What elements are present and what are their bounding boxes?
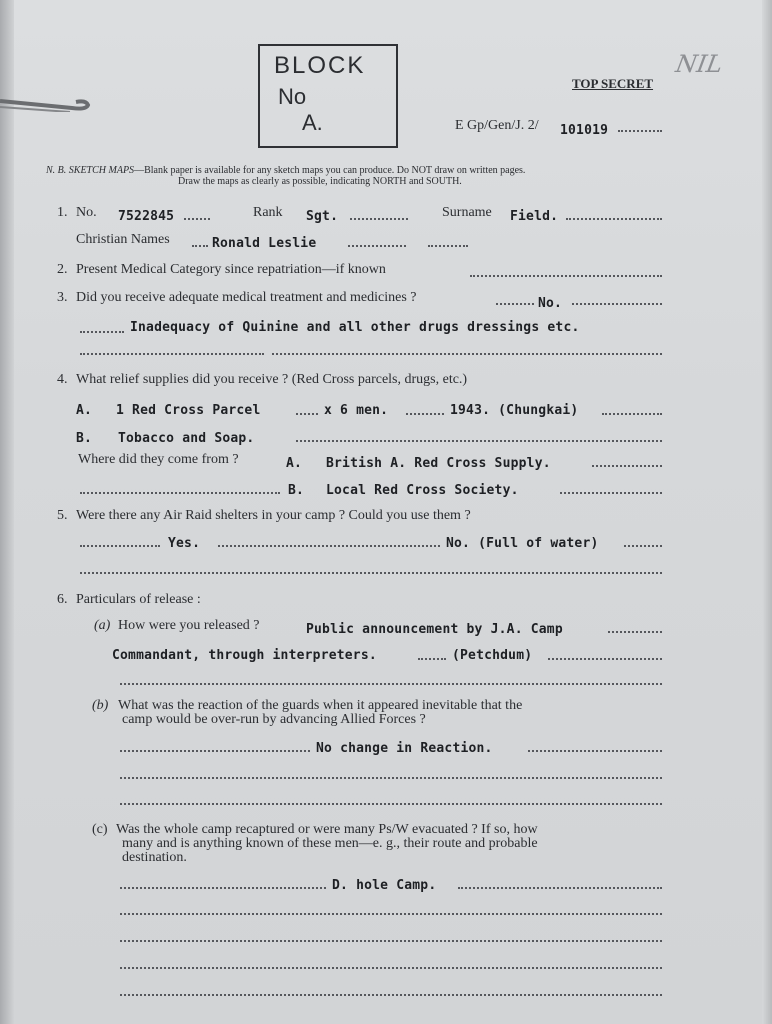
q6c-line-3: destination. [122,850,187,865]
dotted-line [566,218,662,220]
q5-number: 5. [57,508,68,523]
q4-w2-text: Local Red Cross Society. [326,483,519,498]
dotted-line [80,572,662,574]
q4-w1-lead: A. [286,456,303,471]
q3-number: 3. [57,290,68,305]
dotted-line [120,967,662,969]
note-line-1: —Blank paper is available for any sketch maps you can produce. Do NOT draw on written pages. [134,165,526,176]
q3-answer-1: No. [538,296,563,311]
dotted-line [120,683,662,685]
q4-a1-lead: A. [76,403,93,418]
q1-no-value: 7522845 [118,209,175,224]
dotted-line [218,545,440,547]
q6b-label: (b) [92,698,109,713]
q1-no-label: No. [76,205,97,220]
q4-a1-year: 1943. (Chungkai) [450,403,579,418]
dotted-line [120,803,662,805]
dotted-line [80,331,124,333]
dotted-line [572,303,662,305]
q6a-answer-1: Public announcement by J.A. Camp [306,622,563,637]
q6a-label: (a) [94,618,111,633]
block-letter: A. [302,110,323,135]
q4-a1-text: 1 Red Cross Parcel [116,403,261,418]
q2-text: Present Medical Category since repatriation—if known [76,262,386,277]
q6c-label: (c) [92,822,108,837]
dotted-line [560,492,662,494]
note-line-2: Draw the maps as clearly as possible, indicating NORTH and SOUTH. [178,176,462,187]
handwritten-nil: NIL [673,50,725,78]
q6b-line-1: What was the reaction of the guards when it appeared inevitable that the [118,698,523,713]
q5-answer-2: No. (Full of water) [446,536,599,551]
block-label: BLOCK [274,52,366,79]
dotted-line [120,994,662,996]
dotted-line [296,413,318,415]
q5-answer-1: Yes. [168,536,201,551]
q4-a1-mid: x 6 men. [324,403,389,418]
q3-text: Did you receive adequate medical treatment and medicines ? [76,290,417,305]
dotted-line [608,631,662,633]
dotted-line [120,940,662,942]
dotted-line [296,440,662,442]
q6-number: 6. [57,592,68,607]
dotted-line [418,658,446,660]
dotted-line [80,545,160,547]
q4-a2-lead: B. [76,431,93,446]
dotted-line [548,658,662,660]
dotted-line [624,545,662,547]
block-stamp [258,44,398,148]
block-number-label: No [278,84,307,109]
q6a-text: How were you released ? [118,618,260,633]
dotted-line [602,413,662,415]
q6b-answer: No change in Reaction. [316,741,493,756]
dotted-line [496,303,534,305]
dotted-line [120,777,662,779]
q1-surname-label: Surname [442,205,492,220]
q6-text: Particulars of release : [76,592,201,607]
dotted-line [348,245,406,247]
q1-number: 1. [57,205,68,220]
q1-christian-value: Ronald Leslie [212,236,317,251]
dotted-line [470,275,662,277]
q4-a2-text: Tobacco and Soap. [118,431,255,446]
q4-number: 4. [57,372,68,387]
top-secret-label: TOP SECRET [572,76,654,91]
paper-clip-icon [0,98,92,112]
dotted-line [120,887,326,889]
dotted-line [528,750,662,752]
q4-w1-text: British A. Red Cross Supply. [326,456,551,471]
q5-text: Were there any Air Raid shelters in your camp ? Could you use them ? [76,508,471,523]
dotted-line [120,750,310,752]
q6c-line-1: Was the whole camp recaptured or were many Ps/W evacuated ? If so, how [116,822,538,837]
dotted-line [350,218,408,220]
q6a-answer-2: Commandant, through interpreters. [112,648,377,663]
dotted-line [192,245,208,247]
dotted-line [406,413,444,415]
q6c-line-2: many and is anything known of these men—e. g., their route and probable [122,836,538,851]
dotted-line [458,887,662,889]
page-right-edge [762,0,772,1024]
dotted-line [80,353,264,355]
q1-surname-value: Field. [510,209,559,224]
q1-christian-label: Christian Names [76,232,170,247]
sketch-maps-note [46,165,525,176]
note-lead: N. B. SKETCH MAPS [46,165,135,176]
q1-rank-label: Rank [253,205,283,220]
q4-w2-lead: B. [288,483,305,498]
q4-text: What relief supplies did you receive ? (Red Cross parcels, drugs, etc.) [76,372,468,387]
dotted-line [80,492,280,494]
dotted-line [272,353,662,355]
q3-answer-2: Inadequacy of Quinine and all other drugs dressings etc. [130,320,580,335]
dotted-line [184,218,210,220]
q6c-answer: D. hole Camp. [332,878,437,893]
q4-where-label: Where did they come from ? [78,452,239,467]
q1-rank-value: Sgt. [306,209,339,224]
q6a-answer-3: (Petchdum) [452,648,533,663]
q2-number: 2. [57,262,68,277]
dotted-line [428,245,468,247]
reference-number: 101019 [560,123,609,138]
dotted-line [592,465,662,467]
q6b-line-2: camp would be over-run by advancing Allied Forces ? [122,712,426,727]
page-left-edge [0,0,14,1024]
reference-prefix: E Gp/Gen/J. 2/ [455,118,539,133]
dotted-line [120,913,662,915]
dotted-line [618,130,662,132]
